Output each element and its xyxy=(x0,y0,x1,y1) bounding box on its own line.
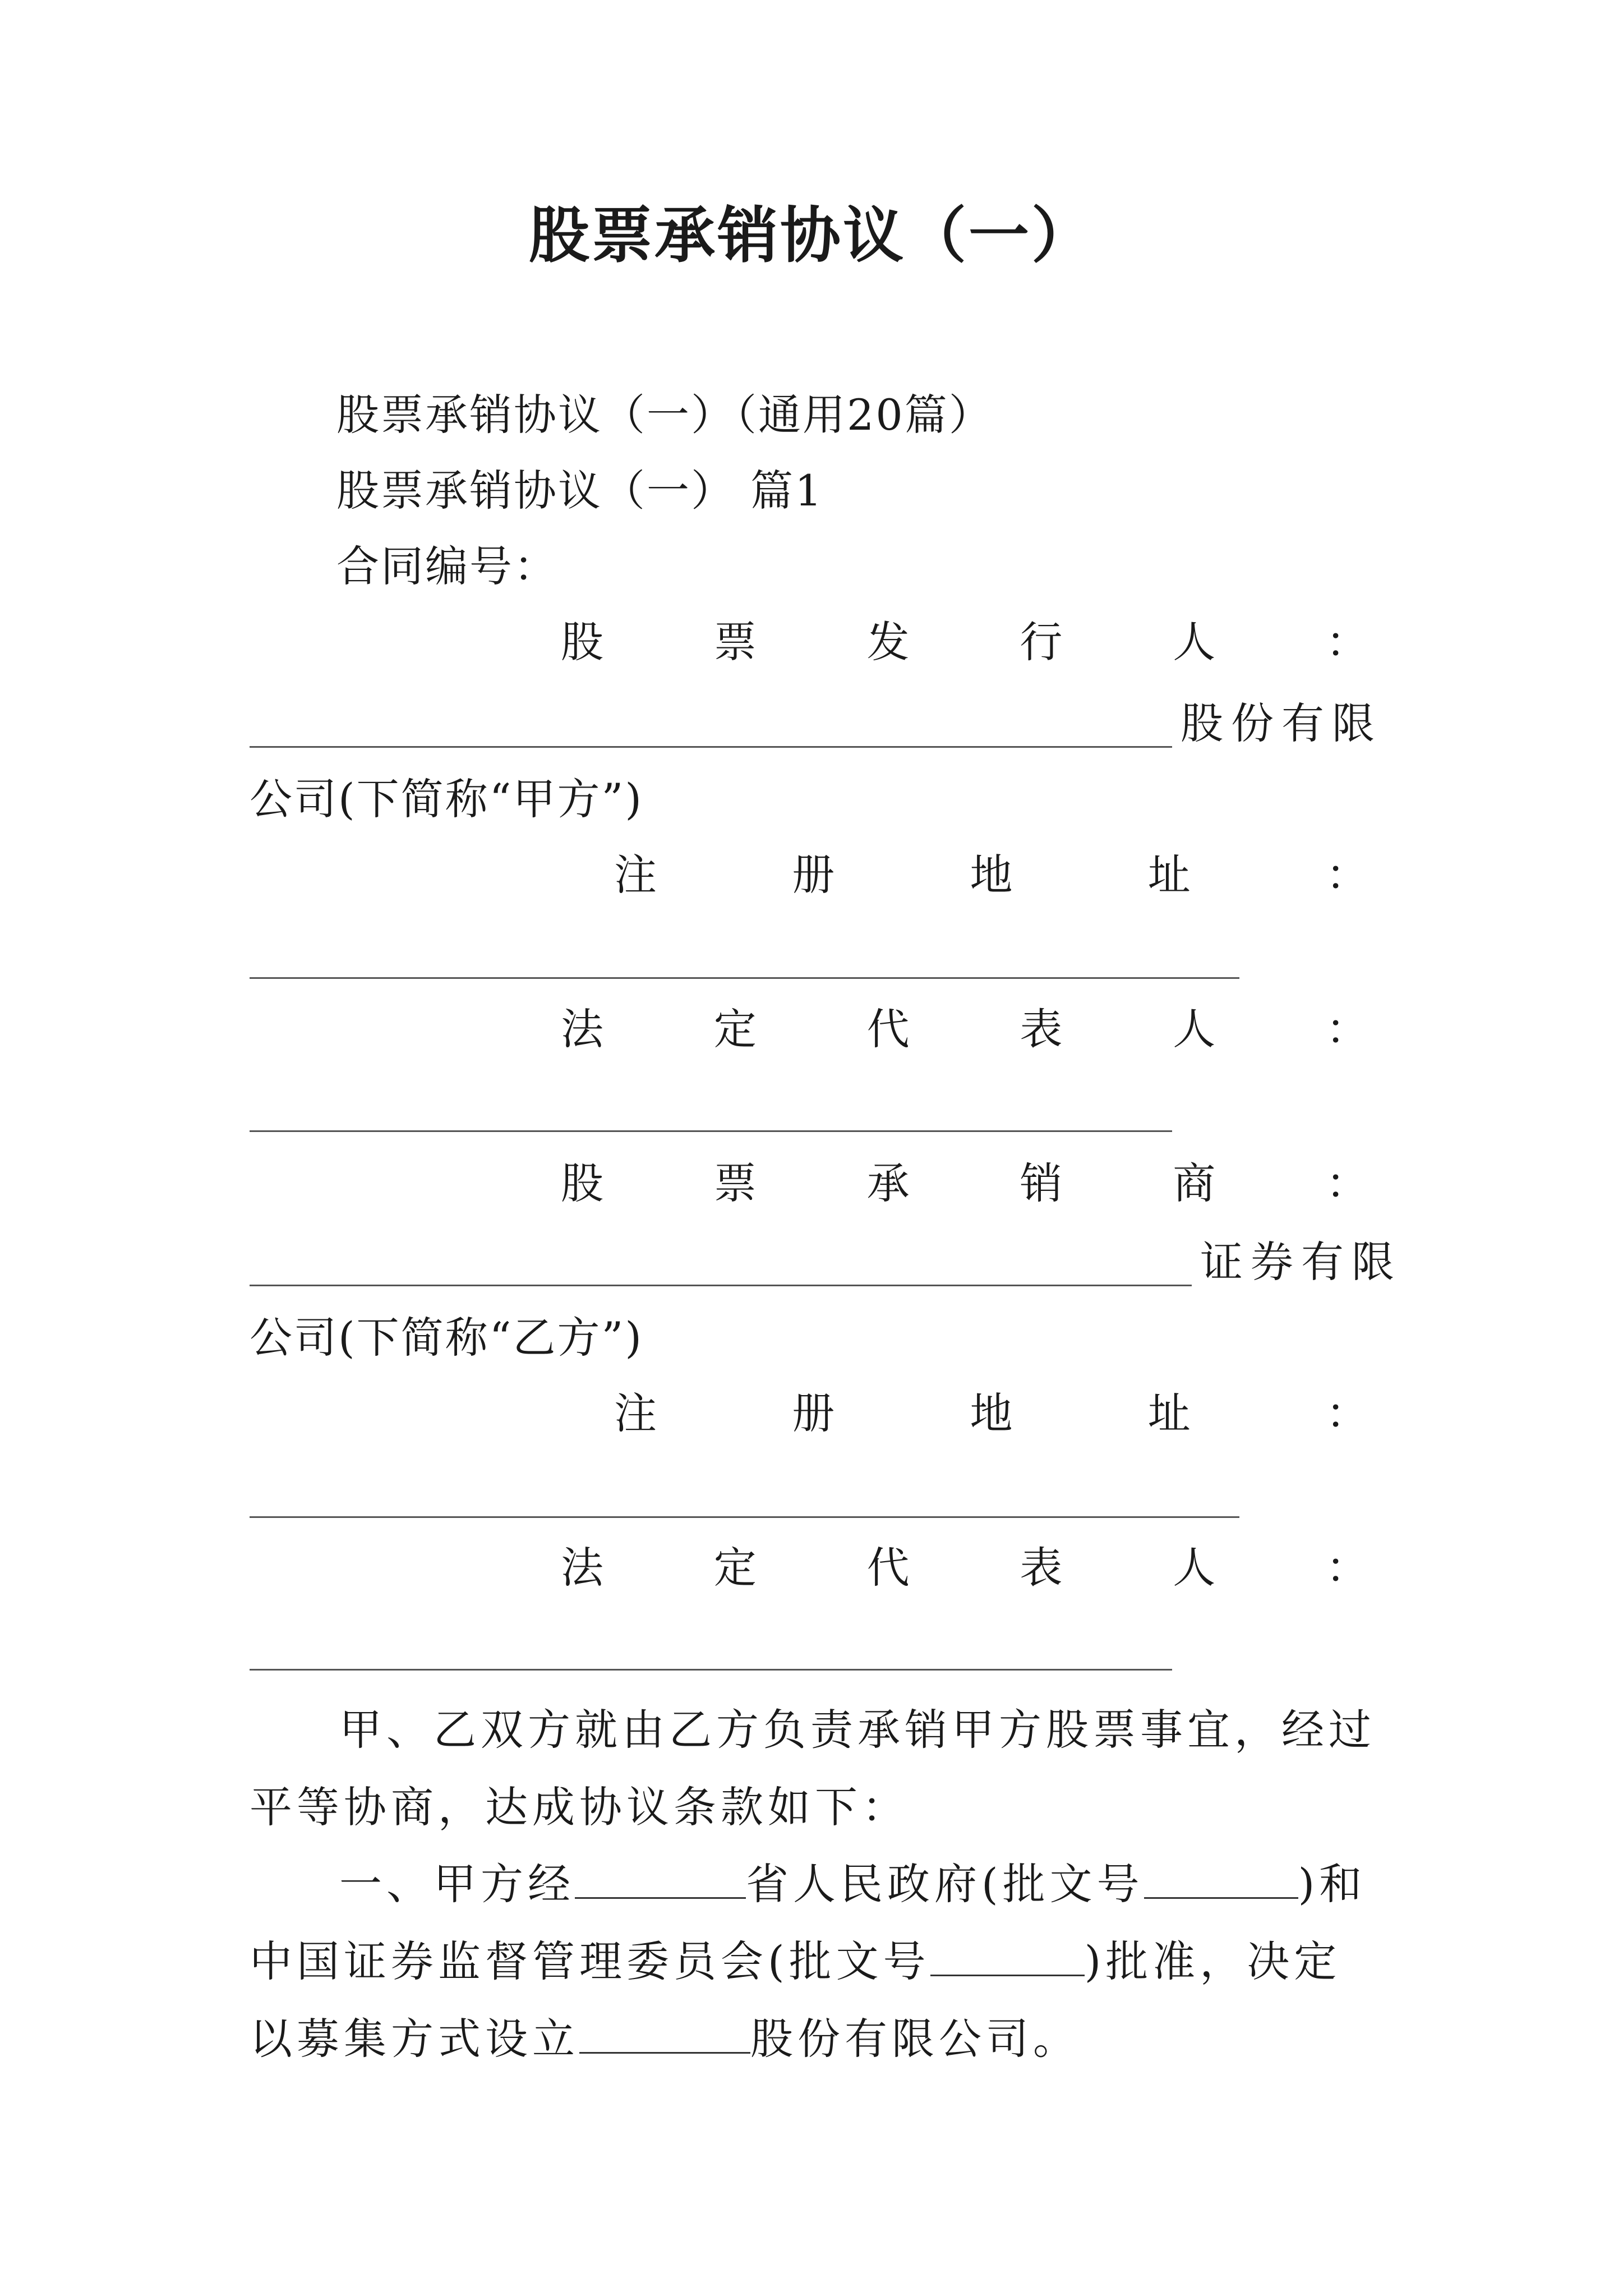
label-char: 址 xyxy=(1147,850,1191,900)
label-char: 定 xyxy=(713,1543,757,1593)
label-char: 代 xyxy=(866,1543,910,1593)
label-char: 法 xyxy=(561,1543,603,1593)
intro-paragraph: 甲、乙双方就由乙方负责承销甲方股票事宜，经过平等协商，达成协议条款如下： xyxy=(250,1705,1376,1832)
company-name-blank xyxy=(579,2013,750,2054)
label-char: 册 xyxy=(792,850,835,900)
label-char: 册 xyxy=(792,1388,835,1438)
label-char: 销 xyxy=(1020,1158,1063,1208)
subtitle: 股票承销协议（一）（通用20篇） xyxy=(336,390,993,440)
label-char: 表 xyxy=(1020,1004,1063,1054)
label-char: 法 xyxy=(561,1004,603,1054)
issuer-reg-address-blank xyxy=(250,977,1239,979)
label-char: ： xyxy=(1326,850,1368,900)
underwriter-name-blank xyxy=(250,1285,1192,1286)
province-blank xyxy=(575,1858,746,1899)
label-char: 股 xyxy=(561,1158,603,1208)
label-char: ： xyxy=(1325,1004,1368,1054)
label-char: 股 xyxy=(561,617,603,667)
label-char: ： xyxy=(1325,1543,1368,1593)
issuer-continue: 公司(下简称“甲方”) xyxy=(250,774,644,824)
document-title: 股票承销协议（一） xyxy=(528,200,1094,271)
clause-text: 一、甲方经 xyxy=(339,1859,575,1909)
issuer-legal-rep-label xyxy=(561,1001,1368,1057)
clause-text: 股份有限公司。 xyxy=(750,2014,1080,2064)
label-char: 商 xyxy=(1173,1158,1216,1208)
underwriter-label xyxy=(561,1156,1368,1212)
label-char: 票 xyxy=(713,617,757,667)
label-char: 表 xyxy=(1020,1543,1063,1593)
underwriter-legal-rep-blank xyxy=(250,1669,1172,1671)
clause-text: 省人民政府(批文号 xyxy=(746,1859,1144,1909)
label-char: 注 xyxy=(614,850,657,900)
issuer-reg-address-label xyxy=(614,847,1368,903)
underwriter-reg-address-blank xyxy=(250,1516,1239,1518)
clause-text: )批准，决定以募集方式设立 xyxy=(250,1936,1341,2064)
label-char: 承 xyxy=(866,1158,910,1208)
issuer-label xyxy=(561,614,1368,670)
issuer-suffix: 股份有限 xyxy=(1181,698,1382,748)
label-char: 地 xyxy=(970,1388,1013,1438)
approval-no-blank-2 xyxy=(930,1935,1085,1976)
approval-no-blank-1 xyxy=(1144,1858,1298,1899)
label-char: 代 xyxy=(866,1004,910,1054)
section-heading: 股票承销协议（一） 篇1 xyxy=(336,466,824,516)
contract-number-label: 合同编号： xyxy=(336,541,558,591)
label-char: ： xyxy=(1326,1388,1368,1438)
label-char: 人 xyxy=(1173,617,1216,667)
underwriter-suffix: 证券有限 xyxy=(1200,1237,1402,1287)
label-char: 发 xyxy=(866,617,910,667)
label-char: 注 xyxy=(614,1388,657,1438)
label-char: 行 xyxy=(1020,617,1063,667)
underwriter-continue: 公司(下简称“乙方”) xyxy=(250,1313,644,1363)
label-char: ： xyxy=(1325,617,1368,667)
issuer-legal-rep-blank xyxy=(250,1130,1172,1132)
label-char: 人 xyxy=(1173,1543,1216,1593)
label-char: ： xyxy=(1325,1158,1368,1208)
underwriter-legal-rep-label xyxy=(561,1540,1368,1596)
label-char: 票 xyxy=(713,1158,757,1208)
issuer-name-blank xyxy=(250,746,1172,748)
label-char: 地 xyxy=(970,850,1013,900)
label-char: 人 xyxy=(1173,1004,1216,1054)
clause-1 xyxy=(250,1846,1388,2078)
clause-text: )和中国证券监督管理委员会(批文号 xyxy=(250,1859,1367,1986)
underwriter-reg-address-label xyxy=(614,1386,1368,1442)
label-char: 址 xyxy=(1147,1388,1191,1438)
label-char: 定 xyxy=(713,1004,757,1054)
